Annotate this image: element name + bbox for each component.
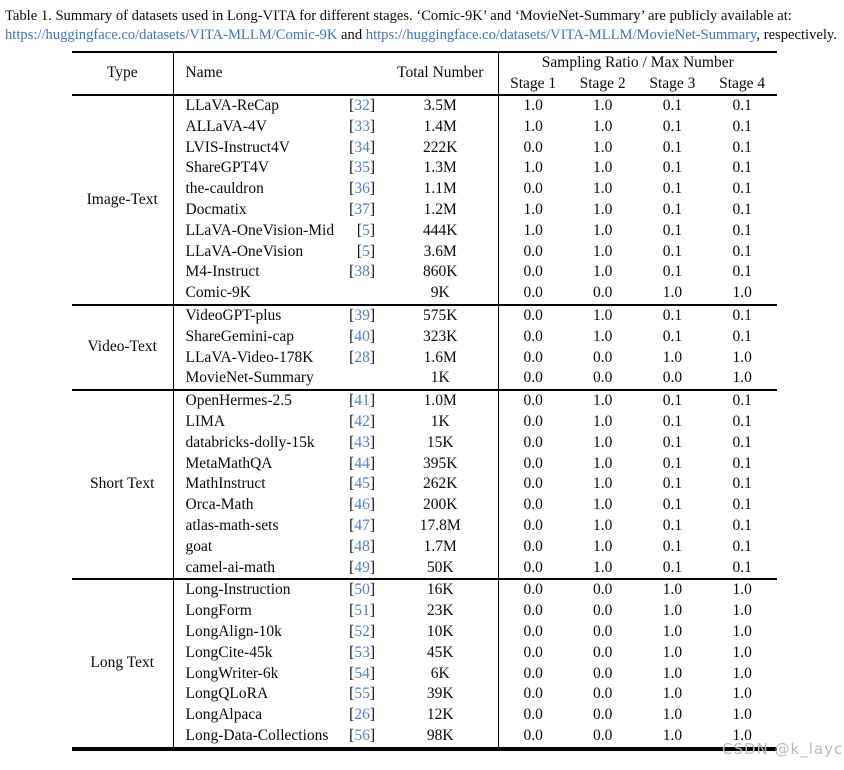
stage-4-value: 0.1 [732,180,752,198]
citation-link[interactable]: 37 [354,200,370,218]
stage-4-value: 1.0 [732,348,752,366]
dataset-name: LIMA [185,412,226,430]
total-number-cell: 860K [383,262,498,283]
stage-2-value: 0.0 [592,664,613,682]
dataset-name: M4-Instruct [185,263,260,281]
table-row [72,495,777,516]
stage-4-value: 0.1 [732,117,752,135]
citation-link[interactable]: 54 [354,664,370,682]
stage-4-value: 0.1 [732,496,752,514]
table-row [72,283,777,305]
dataset-name: Docmatix [185,200,247,218]
caption-text: and [337,27,366,43]
stage-3-value: 1.0 [662,602,683,620]
citation-link[interactable]: 47 [354,516,370,534]
stage-4-value: 1.0 [732,369,752,387]
stage-4-value: 0.1 [707,305,777,327]
stage-4-value: 1.0 [732,284,752,302]
citation-cell: [53] [349,643,376,661]
caption-link[interactable]: https://huggingface.co/datasets/VITA-MLLM/MovieNet-Summary [365,27,757,43]
stage-3-value: 1.0 [662,685,683,703]
dataset-name: LongCite-45k [185,643,273,661]
column-header-stage-1: Stage 1 [498,74,568,96]
stage-3-value: 0.1 [662,516,683,534]
total-number-cell: 1K [383,412,498,433]
stage-3-value: 0.1 [662,97,683,114]
total-number-cell: 1.4M [383,117,498,138]
table-row [72,726,777,749]
stage-1-value: 0.0 [523,726,543,744]
stage-4-value: 0.1 [732,327,752,345]
table-row [72,537,777,558]
stage-4-value: 1.0 [732,602,752,620]
table-row [72,390,777,412]
dataset-name: LLaVA-ReCap [185,97,280,114]
total-number-cell: 1.6M [383,348,498,369]
dataset-name: MetaMathQA [185,454,273,472]
citation-cell: [28] [349,348,376,366]
dataset-name: camel-ai-math [185,558,276,576]
stage-2-value: 1.0 [592,454,613,472]
citation-cell: [32] [349,97,376,114]
stage-4-value: 0.1 [732,138,752,156]
citation-cell: [26] [349,706,376,724]
stage-2-value: 1.0 [592,97,613,114]
stage-4-value: 1.0 [732,726,752,744]
stage-2-value: 1.0 [592,537,613,555]
dataset-name: goat [185,537,213,555]
stage-3-value: 1.0 [662,643,683,661]
stage-3-value: 1.0 [662,284,683,302]
stage-1-value: 0.0 [523,475,543,493]
total-number-cell: 200K [383,495,498,516]
citation-cell: [52] [349,622,376,640]
stage-2-value: 1.0 [592,242,613,260]
citation-cell: [50] [343,579,383,601]
stage-1-value: 1.0 [523,159,543,177]
stage-3-value: 0.1 [662,537,683,555]
citation-cell: [39] [343,305,383,327]
total-number-cell: 23K [383,601,498,622]
dataset-name: OpenHermes-2.5 [173,390,343,412]
total-number-cell: 1.1M [383,179,498,200]
table-row [72,327,777,348]
stage-2-value: 0.0 [592,622,613,640]
stage-4-value: 0.1 [732,433,752,451]
table-row [72,622,777,643]
stage-2-value: 1.0 [592,221,613,239]
total-number-cell: 262K [383,474,498,495]
table-row [72,138,777,159]
citation-link[interactable]: 46 [354,496,370,514]
type-cell: Image-Text [72,95,173,305]
table-body [72,95,777,749]
dataset-name: MathInstruct [185,475,266,493]
stage-3-value: 0.1 [662,496,683,514]
citation-link[interactable]: 56 [354,726,370,744]
citation-link[interactable]: 43 [354,433,370,451]
table-row [72,454,777,475]
dataset-name: ShareGemini-cap [185,327,294,345]
citation-cell: [48] [349,537,376,555]
table-row [72,242,777,263]
stage-2-value: 1.0 [592,138,613,156]
citation-cell: [36] [349,180,376,198]
citation-cell: [42] [349,412,376,430]
stage-1-value: 0.0 [523,433,543,451]
citation-cell [343,368,383,390]
total-number-cell: 9K [383,283,498,305]
table-row [72,117,777,138]
stage-3-value: 0.1 [662,558,683,576]
dataset-name: LongQLoRA [185,685,269,703]
stage-2-value: 1.0 [568,390,638,412]
total-number-cell: 50K [383,558,498,580]
column-header-stage-2: Stage 2 [568,74,638,96]
caption-text: , respectively. [756,27,837,43]
stage-2-value: 0.0 [592,643,613,661]
stage-3-value: 0.1 [662,180,683,198]
stage-1-value: 1.0 [523,117,543,135]
table-row [72,262,777,283]
stage-3-value: 0.1 [662,433,683,451]
stage-1-value: 0.0 [523,537,543,555]
dataset-name: LongAlign-10k [185,622,282,640]
stage-3-value: 0.1 [662,263,683,281]
table-row [72,305,777,327]
citation-cell: [51] [349,602,376,620]
stage-4-value: 0.1 [732,537,752,555]
citation-link[interactable]: 51 [354,602,370,620]
stage-1-value: 1.0 [523,200,543,218]
stage-1-value: 0.0 [523,369,543,387]
stage-1-value: 0.0 [523,643,543,661]
total-number-cell: 45K [383,643,498,664]
stage-3-value: 1.0 [638,579,708,601]
citation-cell: [55] [349,685,376,703]
stage-1-value: 0.0 [523,622,543,640]
stage-3-value: 1.0 [662,664,683,682]
dataset-name: Long-Data-Collections [185,726,329,744]
table-row [72,516,777,537]
stage-2-value: 1.0 [592,263,613,281]
citation-cell: [33] [349,117,376,135]
dataset-name: ShareGPT4V [185,159,270,177]
stage-1-value: 1.0 [523,221,543,239]
table-row [72,579,777,601]
dataset-name: Orca-Math [185,496,254,514]
total-number-cell: 395K [383,454,498,475]
stage-3-value: 0.1 [662,200,683,218]
dataset-name: Long-Instruction [173,579,343,601]
dataset-name: LLaVA-OneVision [185,242,304,260]
stage-3-value: 0.1 [662,117,683,135]
stage-2-value: 0.0 [568,579,638,601]
stage-3-value: 1.0 [662,348,683,366]
table-caption [0,0,844,45]
stage-2-value: 0.0 [592,348,613,366]
type-cell: Long Text [72,579,173,748]
total-number-cell: 1.2M [383,200,498,221]
stage-4-value: 0.1 [732,97,752,114]
dataset-name: LVIS-Instruct4V [185,138,290,156]
column-header-sampling-ratio: Sampling Ratio / Max Number [541,54,734,71]
citation-cell: [5] [356,221,376,239]
dataset-name: LLaVA-OneVision-Mid [185,221,335,239]
stage-1-value: 0.0 [523,496,543,514]
stage-4-value: 0.1 [732,516,752,534]
stage-2-value: 0.0 [592,369,613,387]
stage-3-value: 0.1 [662,327,683,345]
stage-3-value: 0.1 [662,221,683,239]
table-row [72,158,777,179]
stage-4-value: 0.1 [732,412,752,430]
dataset-name: Comic-9K [185,284,251,302]
stage-1-value: 0.0 [523,284,543,302]
total-number-cell: 15K [383,433,498,454]
dataset-name: the-cauldron [185,180,264,198]
stage-2-value: 1.0 [592,180,613,198]
table-row [72,705,777,726]
citation-cell: [35] [349,159,376,177]
total-number-cell: 3.5M [383,95,498,117]
stage-1-value: 0.0 [523,664,543,682]
dataset-name: VideoGPT-plus [173,305,343,327]
stage-3-value: 0.1 [662,138,683,156]
stage-1-value: 0.0 [498,579,568,601]
citation-cell: [43] [349,433,376,451]
datasets-table [72,51,777,751]
citation-cell: [49] [349,558,376,576]
stage-4-value: 0.1 [732,558,752,576]
stage-4-value: 0.1 [732,263,752,281]
stage-1-value: 1.0 [523,97,543,114]
citation-cell: [37] [349,200,376,218]
stage-1-value: 0.0 [523,327,543,345]
table-row [72,348,777,369]
citation-link[interactable]: 52 [354,622,370,640]
citation-link[interactable]: 44 [354,454,370,472]
stage-1-value: 0.0 [523,454,543,472]
citation-cell: [38] [349,263,376,281]
citation-cell: [34] [349,138,376,156]
total-number-cell: 323K [383,327,498,348]
stage-3-value: 1.0 [662,726,683,744]
stage-2-value: 0.0 [592,726,613,744]
stage-1-value: 0.0 [498,390,568,412]
column-header-stage-3: Stage 3 [638,74,708,96]
stage-2-value: 1.0 [592,433,613,451]
stage-2-value: 1.0 [592,117,613,135]
total-number-cell: 222K [383,138,498,159]
stage-2-value: 1.0 [592,496,613,514]
total-number-cell: 10K [383,622,498,643]
dataset-name: MovieNet-Summary [185,369,314,387]
dataset-name: atlas-math-sets [185,516,279,534]
type-cell: Video-Text [72,305,173,390]
citation-link[interactable]: 28 [354,348,370,366]
total-number-cell: 1.0M [383,390,498,412]
column-header-type: Type [72,52,173,95]
stage-2-value: 0.0 [592,685,613,703]
stage-1-value: 0.0 [523,348,543,366]
stage-4-value: 0.1 [732,454,752,472]
stage-1-value: 0.0 [523,263,543,281]
citation-cell: [40] [349,327,376,345]
stage-2-value: 1.0 [568,305,638,327]
citation-cell: [54] [349,664,376,682]
total-number-cell: 3.6M [383,242,498,263]
stage-4-value: 0.1 [732,475,752,493]
citation-link[interactable]: 38 [354,263,370,281]
stage-4-value: 0.1 [732,242,752,260]
stage-1-value: 0.0 [523,706,543,724]
stage-4-value: 1.0 [732,643,752,661]
stage-1-value: 0.0 [523,602,543,620]
total-number-cell: 12K [383,705,498,726]
stage-1-value: 0.0 [523,180,543,198]
citation-link[interactable]: 32 [354,97,370,114]
table-row [72,179,777,200]
citation-link[interactable]: 42 [354,412,370,430]
caption-link[interactable]: https://huggingface.co/datasets/VITA-MLLM/Comic-9K [5,27,338,43]
citation-link[interactable]: 41 [354,392,370,410]
total-number-cell: 1K [383,368,498,390]
stage-4-value: 1.0 [732,622,752,640]
table-row [72,200,777,221]
citation-link[interactable]: 55 [354,685,370,703]
table-row [72,684,777,705]
stage-2-value: 1.0 [592,558,613,576]
citation-link[interactable]: 5 [362,221,370,239]
table-row [72,474,777,495]
table-row [72,558,777,580]
total-number-cell: 17.8M [383,516,498,537]
stage-4-value: 1.0 [707,579,777,601]
stage-1-value: 0.0 [498,305,568,327]
stage-3-value: 0.1 [662,454,683,472]
dataset-name: ALLaVA-4V [185,117,268,135]
table-row [72,95,777,117]
stage-4-value: 1.0 [732,685,752,703]
stage-1-value: 0.0 [523,685,543,703]
stage-4-value: 1.0 [732,706,752,724]
stage-1-value: 0.0 [523,516,543,534]
watermark: CSDN @k_layc [722,740,844,758]
citation-cell: [47] [349,516,376,534]
table-row [72,368,777,390]
total-number-cell: 98K [383,726,498,749]
stage-2-value: 1.0 [592,159,613,177]
stage-3-value: 0.1 [662,242,683,260]
column-header-name: Name [173,52,383,95]
stage-2-value: 1.0 [592,412,613,430]
table-row [72,412,777,433]
citation-cell: [56] [349,726,376,744]
stage-1-value: 0.0 [523,558,543,576]
citation-link[interactable]: 34 [354,138,370,156]
dataset-name: LongAlpaca [185,706,263,724]
dataset-name: LLaVA-Video-178K [185,348,314,366]
total-number-cell: 575K [383,305,498,327]
stage-2-value: 0.0 [592,706,613,724]
stage-2-value: 1.0 [592,200,613,218]
citation-cell: [46] [349,496,376,514]
column-header-stage-4: Stage 4 [707,74,777,96]
table-row [72,601,777,622]
stage-3-value: 0.1 [638,305,708,327]
stage-3-value: 0.1 [662,412,683,430]
stage-4-value: 0.1 [707,390,777,412]
stage-2-value: 1.0 [592,516,613,534]
column-header-total-number: Total Number [383,52,498,95]
table-row [72,664,777,685]
citation-cell: [45] [349,475,376,493]
stage-3-value: 0.1 [662,159,683,177]
citation-link[interactable]: 36 [354,180,370,198]
stage-3-value: 0.0 [662,369,683,387]
total-number-cell: 6K [383,664,498,685]
citation-link[interactable]: 50 [354,581,370,599]
citation-link[interactable]: 45 [354,475,370,493]
stage-2-value: 0.0 [592,602,613,620]
stage-1-value: 0.0 [523,412,543,430]
citation-link[interactable]: 26 [354,706,370,724]
dataset-name: LongWriter-6k [185,664,279,682]
stage-2-value: 1.0 [592,327,613,345]
total-number-cell: 39K [383,684,498,705]
dataset-name: LongForm [185,602,252,620]
citation-link[interactable]: 49 [354,558,370,576]
stage-4-value: 0.1 [732,221,752,239]
citation-cell: [41] [343,390,383,412]
citation-link[interactable]: 40 [354,327,370,345]
stage-4-value: 0.1 [732,159,752,177]
total-number-cell: 1.7M [383,537,498,558]
caption-text: Table 1. Summary of datasets used in Long-VITA for different stages. ‘Comic-9K’ and ‘MovieNet-Summary’ are publicly available at: [5,8,792,24]
stage-2-value: 0.0 [592,284,613,302]
stage-3-value: 0.1 [638,390,708,412]
citation-link[interactable]: 48 [354,537,370,555]
table-row [72,221,777,242]
citation-link[interactable]: 53 [354,643,370,661]
stage-3-value: 1.0 [662,706,683,724]
table-row [72,643,777,664]
total-number-cell: 16K [383,579,498,601]
citation-cell: [44] [349,454,376,472]
type-cell: Short Text [72,390,173,579]
citation-link[interactable]: 39 [354,306,370,324]
stage-3-value: 1.0 [662,622,683,640]
stage-4-value: 0.1 [732,200,752,218]
total-number-cell: 444K [383,221,498,242]
total-number-cell: 1.3M [383,158,498,179]
stage-1-value: 0.0 [523,242,543,260]
dataset-name: databricks-dolly-15k [185,433,315,451]
table-row [72,433,777,454]
citation-cell [343,283,383,305]
citation-link[interactable]: 35 [354,159,370,177]
stage-1-value: 0.0 [523,138,543,156]
citation-link[interactable]: 33 [354,117,370,135]
citation-link[interactable]: 5 [362,242,370,260]
stage-3-value: 0.1 [662,475,683,493]
citation-cell: [5] [356,242,376,260]
stage-2-value: 1.0 [592,475,613,493]
stage-4-value: 1.0 [732,664,752,682]
